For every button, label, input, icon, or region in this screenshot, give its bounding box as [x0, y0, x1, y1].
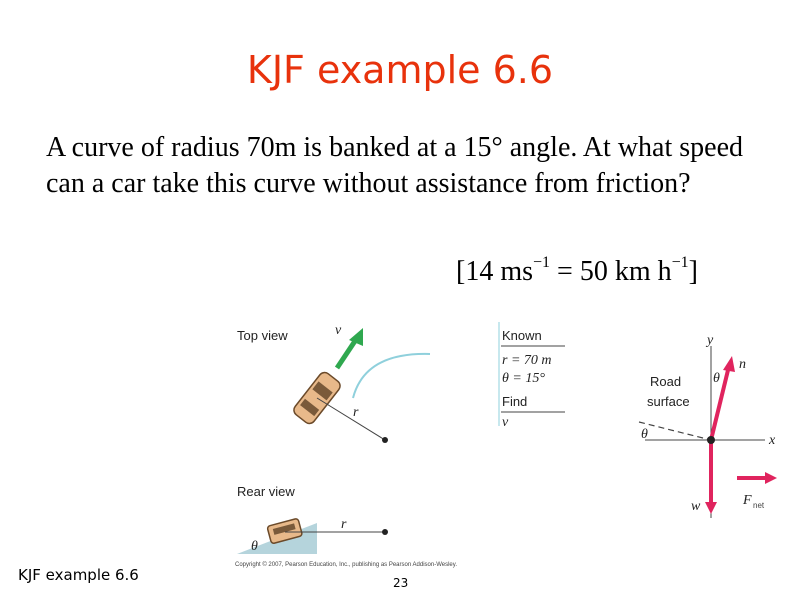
find-v: v: [502, 415, 509, 430]
rear-center-dot: [382, 529, 388, 535]
net-force-label: F: [743, 493, 752, 508]
answer-exponent: −1: [533, 254, 551, 271]
physics-figure: [225, 318, 790, 578]
answer-exponent: −1: [671, 254, 689, 271]
velocity-label: v: [335, 323, 342, 338]
weight-label: w: [691, 499, 701, 514]
find-heading: Find: [502, 394, 528, 409]
known-theta: θ = 15°: [502, 371, 545, 386]
radius-line: [317, 398, 385, 440]
answer-part: [14 ms: [456, 256, 533, 287]
question-text: A curve of radius 70m is banked at a 15° angle. At what speed can a car take this curve without assistance from friction?: [46, 132, 744, 199]
x-axis-label: x: [769, 433, 776, 448]
known-heading: Known: [502, 328, 542, 343]
road-label-1: Road: [650, 374, 682, 389]
net-force-arrowhead: [765, 472, 777, 484]
weight-arrowhead: [705, 502, 717, 514]
answer-text: [456, 256, 698, 288]
road-surface-line: [639, 422, 711, 440]
answer-part: = 50 km h: [550, 256, 672, 287]
rear-theta-label: θ: [251, 539, 258, 554]
page-number: 23: [393, 576, 409, 590]
copyright-text: Copyright © 2007, Pearson Education, Inc., publishing as Pearson Addison-Wesley.: [235, 562, 457, 568]
normal-force-label: n: [739, 357, 746, 372]
center-dot: [382, 437, 388, 443]
rear-view-label: Rear view: [237, 484, 295, 499]
top-view-label: Top view: [237, 328, 288, 343]
radius-label: r: [353, 405, 359, 420]
answer-part: ]: [688, 256, 698, 287]
rear-radius-label: r: [341, 517, 347, 532]
fbd-theta-label-1: θ: [641, 427, 648, 442]
road-label-2: surface: [647, 394, 690, 409]
velocity-arrow: [337, 338, 357, 368]
fbd-theta-label-2: θ: [713, 371, 720, 386]
origin-dot: [707, 436, 715, 444]
normal-force-arrowhead: [723, 356, 735, 372]
known-r: r = 70 m: [502, 353, 552, 368]
road-curve: [353, 354, 430, 398]
slide-title: KJF example 6.6: [246, 48, 554, 92]
footer-label: KJF example 6.6: [18, 566, 139, 584]
y-axis-label: y: [707, 333, 714, 348]
net-force-subscript: net: [753, 501, 765, 510]
